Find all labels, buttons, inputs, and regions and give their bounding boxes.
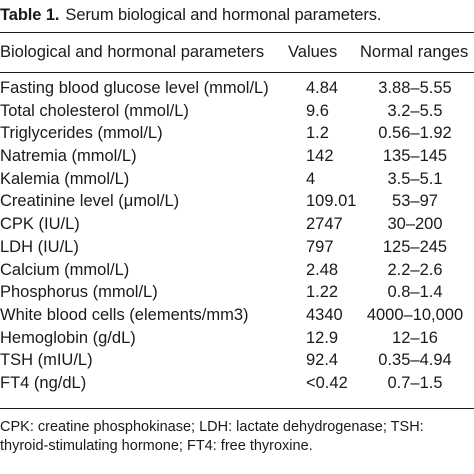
normal-range: 125–245 bbox=[382, 237, 448, 256]
header-parameters: Biological and hormonal parameters bbox=[0, 43, 265, 61]
table-row bbox=[0, 374, 474, 397]
parameter-name: Fasting blood glucose level (mmol/L) bbox=[0, 79, 269, 97]
parameter-name: Triglycerides (mmol/L) bbox=[0, 124, 163, 143]
parameter-value: 2.48 bbox=[306, 260, 339, 279]
parameter-name: White blood cells (elements/mm3) bbox=[0, 305, 249, 324]
header-rule bbox=[0, 72, 474, 73]
parameter-value: 92.4 bbox=[306, 351, 339, 370]
parameter-value: 109.01 bbox=[306, 192, 357, 211]
table-body bbox=[0, 79, 474, 397]
parameter-value: 4.84 bbox=[306, 79, 339, 97]
parameter-name: CPK (IU/L) bbox=[0, 215, 80, 234]
top-rule bbox=[0, 32, 474, 33]
normal-range: 53–97 bbox=[392, 192, 438, 211]
bottom-rule bbox=[0, 408, 474, 409]
parameter-name: Total cholesterol (mmol/L) bbox=[0, 101, 189, 120]
parameter-value: 1.2 bbox=[306, 124, 329, 143]
table-row bbox=[0, 351, 474, 374]
parameter-name: TSH (mIU/L) bbox=[0, 351, 93, 370]
parameter-name: Hemoglobin (g/dL) bbox=[0, 328, 136, 347]
normal-range: 3.2–5.5 bbox=[387, 101, 443, 120]
parameter-name: LDH (IU/L) bbox=[0, 237, 79, 256]
table-row bbox=[0, 283, 474, 306]
table-row bbox=[0, 102, 474, 125]
parameter-name: FT4 (ng/dL) bbox=[0, 373, 87, 392]
normal-range: 135–145 bbox=[382, 147, 448, 166]
table-row bbox=[0, 170, 474, 193]
caption-text: Serum biological and hormonal parameters. bbox=[65, 6, 382, 24]
table-footnote: CPK: creatine phosphokinase; LDH: lactate dehydrogenase; TSH: thyroid-stimulating hormone; FT4: free thyroxine. bbox=[0, 419, 424, 454]
normal-range: 4000–10,000 bbox=[366, 305, 464, 324]
parameter-value: 9.6 bbox=[306, 101, 329, 120]
normal-range: 30–200 bbox=[387, 215, 443, 234]
parameter-name: Phosphorus (mmol/L) bbox=[0, 283, 158, 302]
table-row bbox=[0, 238, 474, 261]
normal-range: 0.56–1.92 bbox=[378, 124, 452, 143]
normal-range: 12–16 bbox=[392, 328, 438, 347]
parameter-name: Natremia (mmol/L) bbox=[0, 147, 137, 166]
normal-range: 3.5–5.1 bbox=[387, 169, 443, 188]
parameter-value: 1.22 bbox=[306, 283, 339, 302]
header-normal-ranges: Normal ranges bbox=[360, 43, 469, 61]
parameter-name: Calcium (mmol/L) bbox=[0, 260, 130, 279]
parameter-value: 797 bbox=[306, 237, 334, 256]
parameter-value: 12.9 bbox=[306, 328, 339, 347]
normal-range: 0.7–1.5 bbox=[387, 373, 443, 392]
normal-range: 0.35–4.94 bbox=[378, 351, 452, 370]
table-caption bbox=[0, 6, 381, 25]
normal-range: 0.8–1.4 bbox=[387, 283, 443, 302]
table-row bbox=[0, 215, 474, 238]
table-row bbox=[0, 79, 474, 102]
table-row bbox=[0, 261, 474, 284]
normal-range: 2.2–2.6 bbox=[387, 260, 443, 279]
normal-range: 3.88–5.55 bbox=[378, 79, 452, 97]
caption-label: Table 1. bbox=[0, 6, 60, 24]
header-values: Values bbox=[288, 43, 338, 61]
parameter-value: 142 bbox=[306, 147, 334, 166]
table-row bbox=[0, 192, 474, 215]
table-row bbox=[0, 147, 474, 170]
parameter-name: Creatinine level (μmol/L) bbox=[0, 192, 180, 211]
parameter-name: Kalemia (mmol/L) bbox=[0, 169, 130, 188]
parameter-value: 4340 bbox=[306, 305, 343, 324]
table-row bbox=[0, 306, 474, 329]
parameter-value: <0.42 bbox=[306, 373, 348, 392]
table-row bbox=[0, 124, 474, 147]
table-row bbox=[0, 329, 474, 352]
parameter-value: 4 bbox=[306, 169, 316, 188]
parameter-value: 2747 bbox=[306, 215, 343, 234]
